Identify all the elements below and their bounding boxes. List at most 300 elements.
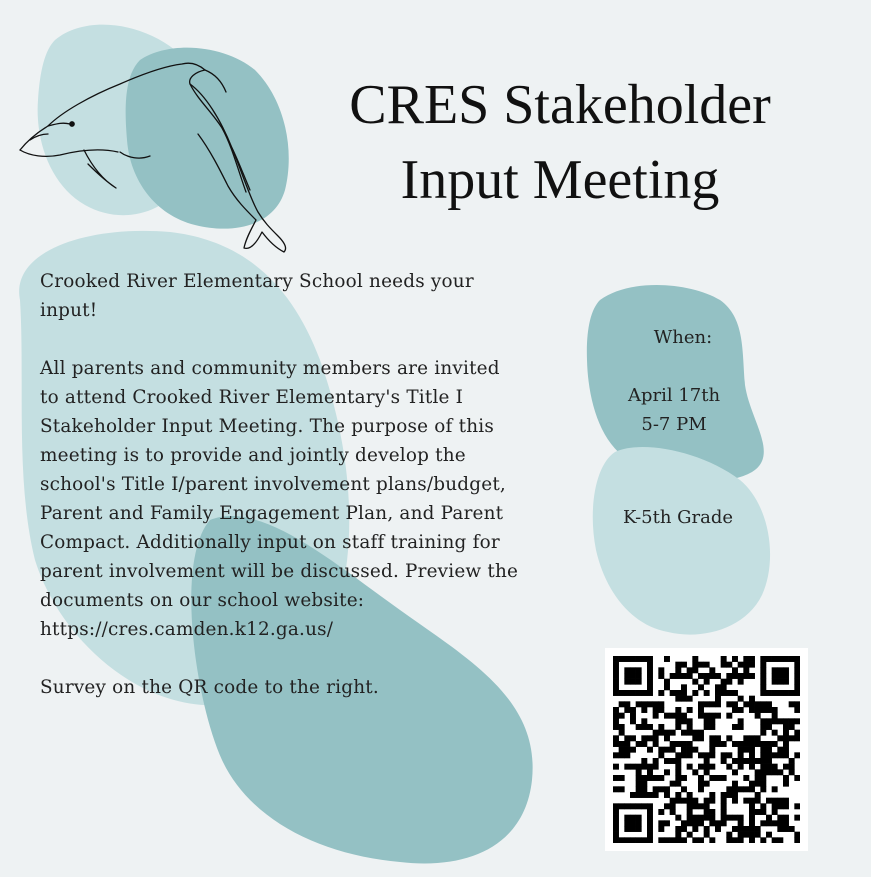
qr-module [760, 775, 766, 781]
qr-module [783, 764, 789, 770]
qr-module [749, 656, 755, 662]
qr-module [681, 730, 687, 736]
qr-module [704, 662, 710, 668]
qr-module [715, 696, 721, 702]
qr-module [766, 724, 772, 730]
qr-module [760, 837, 766, 843]
qr-module [658, 775, 664, 781]
qr-module [743, 662, 749, 668]
qr-module [777, 803, 783, 809]
qr-module [619, 690, 625, 696]
qr-module [630, 679, 636, 685]
qr-module [794, 684, 800, 690]
qr-module [772, 667, 778, 673]
qr-module [715, 826, 721, 832]
qr-module [760, 764, 766, 770]
qr-module [675, 758, 681, 764]
qr-module [698, 752, 704, 758]
qr-module [687, 798, 693, 804]
qr-module [641, 786, 647, 792]
qr-module [783, 752, 789, 758]
qr-module [738, 747, 744, 753]
qr-module [755, 713, 761, 719]
qr-module [619, 730, 625, 736]
qr-module [619, 803, 625, 809]
qr-module [783, 730, 789, 736]
qr-module [738, 752, 744, 758]
qr-module [664, 713, 670, 719]
qr-module [777, 718, 783, 724]
qr-module [675, 826, 681, 832]
qr-module [630, 747, 636, 753]
qr-module [698, 684, 704, 690]
qr-module [704, 764, 710, 770]
qr-module [709, 809, 715, 815]
qr-module [664, 786, 670, 792]
qr-module [755, 781, 761, 787]
qr-module [766, 747, 772, 753]
qr-module [749, 741, 755, 747]
qr-module [692, 662, 698, 668]
qr-module [658, 837, 664, 843]
qr-module [709, 724, 715, 730]
body-text [40, 267, 520, 731]
qr-module [647, 679, 653, 685]
qr-module [630, 718, 636, 724]
qr-module [636, 820, 642, 826]
qr-module [709, 701, 715, 707]
qr-module [675, 724, 681, 730]
qr-module [726, 662, 732, 668]
qr-module [624, 667, 630, 673]
qr-module [783, 718, 789, 724]
qr-module [738, 758, 744, 764]
qr-module [772, 809, 778, 815]
qr-module [766, 741, 772, 747]
qr-module [726, 832, 732, 838]
qr-module [738, 673, 744, 679]
qr-module [732, 758, 738, 764]
qr-module [749, 786, 755, 792]
qr-module [760, 781, 766, 787]
qr-module [647, 775, 653, 781]
qr-module [698, 713, 704, 719]
qr-module [743, 798, 749, 804]
qr-module [738, 724, 744, 730]
qr-module [783, 826, 789, 832]
qr-module [641, 724, 647, 730]
qr-module [630, 673, 636, 679]
qr-module [630, 707, 636, 713]
qr-module [630, 690, 636, 696]
qr-module [721, 775, 727, 781]
qr-module [772, 769, 778, 775]
qr-module [772, 752, 778, 758]
qr-module [653, 730, 659, 736]
qr-module [721, 815, 727, 821]
qr-module [664, 747, 670, 753]
qr-module [766, 701, 772, 707]
qr-module [772, 656, 778, 662]
qr-module [726, 792, 732, 798]
qr-module [653, 764, 659, 770]
qr-module [772, 786, 778, 792]
qr-module [777, 820, 783, 826]
qr-module [777, 747, 783, 753]
qr-module [732, 673, 738, 679]
qr-module [681, 798, 687, 804]
qr-module [783, 781, 789, 787]
qr-module [613, 667, 619, 673]
qr-module [687, 747, 693, 753]
intro-paragraph: Crooked River Elementary School needs your input! [40, 271, 474, 321]
qr-module [641, 781, 647, 787]
qr-module [766, 820, 772, 826]
qr-module [613, 837, 619, 843]
qr-module [760, 724, 766, 730]
qr-module [738, 815, 744, 821]
qr-module [692, 690, 698, 696]
qr-module [641, 741, 647, 747]
qr-module [636, 701, 642, 707]
qr-module [613, 752, 619, 758]
qr-module [647, 803, 653, 809]
qr-module [675, 769, 681, 775]
qr-module [681, 786, 687, 792]
qr-module [738, 832, 744, 838]
when-block [600, 323, 760, 439]
qr-module [664, 735, 670, 741]
qr-module [732, 786, 738, 792]
qr-module [766, 769, 772, 775]
qr-module [760, 786, 766, 792]
qr-module [749, 837, 755, 843]
qr-module [789, 758, 795, 764]
qr-module [709, 713, 715, 719]
qr-code-icon [613, 656, 800, 843]
qr-module [681, 718, 687, 724]
qr-module [698, 701, 704, 707]
qr-module [641, 718, 647, 724]
qr-module [670, 758, 676, 764]
qr-module [687, 815, 693, 821]
qr-module [698, 786, 704, 792]
qr-module [641, 707, 647, 713]
qr-module [624, 735, 630, 741]
qr-module [704, 809, 710, 815]
qr-module [681, 741, 687, 747]
qr-module [749, 701, 755, 707]
qr-module [670, 781, 676, 787]
qr-module [732, 792, 738, 798]
qr-module [664, 803, 670, 809]
qr-module [715, 690, 721, 696]
qr-module [726, 701, 732, 707]
qr-module [675, 764, 681, 770]
qr-module [783, 690, 789, 696]
qr-module [732, 781, 738, 787]
qr-module [687, 752, 693, 758]
qr-module [692, 656, 698, 662]
qr-module [675, 667, 681, 673]
website-link[interactable]: https://cres.camden.k12.ga.us/ [40, 619, 334, 640]
qr-module [641, 803, 647, 809]
qr-module [664, 758, 670, 764]
qr-module [619, 747, 625, 753]
qr-module [647, 656, 653, 662]
qr-module [794, 752, 800, 758]
qr-module [794, 701, 800, 707]
qr-module [760, 673, 766, 679]
qr-module [681, 752, 687, 758]
qr-module [613, 656, 619, 662]
qr-module [630, 735, 636, 741]
qr-module [647, 662, 653, 668]
qr-module [698, 662, 704, 668]
qr-module [687, 832, 693, 838]
qr-module [743, 747, 749, 753]
qr-module [670, 673, 676, 679]
qr-module [636, 724, 642, 730]
qr-module [738, 786, 744, 792]
qr-module [692, 798, 698, 804]
page-title [290, 58, 830, 228]
qr-module [636, 656, 642, 662]
qr-module [613, 764, 619, 770]
qr-module [692, 820, 698, 826]
qr-module [658, 826, 664, 832]
qr-module [789, 735, 795, 741]
qr-module [732, 741, 738, 747]
qr-module [658, 747, 664, 753]
qr-module [641, 690, 647, 696]
qr-module [692, 803, 698, 809]
qr-module [743, 758, 749, 764]
qr-module [794, 735, 800, 741]
qr-module [613, 673, 619, 679]
qr-module [766, 656, 772, 662]
qr-module [738, 696, 744, 702]
qr-module [613, 690, 619, 696]
qr-module [766, 815, 772, 821]
qr-module [687, 792, 693, 798]
qr-module [619, 724, 625, 730]
qr-module [777, 769, 783, 775]
qr-module [715, 775, 721, 781]
qr-module [641, 758, 647, 764]
qr-module [698, 781, 704, 787]
qr-module [794, 656, 800, 662]
qr-module [777, 679, 783, 685]
qr-module [636, 741, 642, 747]
qr-module [794, 662, 800, 668]
qr-module [613, 735, 619, 741]
qr-module [687, 673, 693, 679]
qr-module [789, 724, 795, 730]
qr-module [670, 741, 676, 747]
qr-module [772, 707, 778, 713]
qr-module [624, 764, 630, 770]
qr-module [687, 707, 693, 713]
qr-module [721, 809, 727, 815]
qr-module [613, 713, 619, 719]
qr-module [777, 752, 783, 758]
qr-module [704, 713, 710, 719]
qr-module [743, 656, 749, 662]
qr-module [794, 679, 800, 685]
qr-module [664, 820, 670, 826]
qr-module [794, 775, 800, 781]
qr-module [613, 820, 619, 826]
qr-module [794, 707, 800, 713]
qr-module [636, 679, 642, 685]
qr-module [647, 673, 653, 679]
qr-module [636, 815, 642, 821]
qr-module [630, 820, 636, 826]
qr-module [658, 786, 664, 792]
qr-module [721, 803, 727, 809]
qr-module [687, 696, 693, 702]
qr-module [755, 741, 761, 747]
qr-module [647, 826, 653, 832]
qr-module [613, 803, 619, 809]
qr-module [681, 820, 687, 826]
qr-module [675, 781, 681, 787]
qr-code[interactable] [605, 648, 808, 851]
qr-module [647, 820, 653, 826]
qr-module [670, 747, 676, 753]
qr-module [687, 820, 693, 826]
qr-module [681, 684, 687, 690]
qr-module [760, 747, 766, 753]
qr-module [653, 775, 659, 781]
qr-module [738, 718, 744, 724]
qr-module [732, 798, 738, 804]
qr-module [636, 775, 642, 781]
qr-module [630, 667, 636, 673]
qr-module [766, 764, 772, 770]
qr-module [664, 837, 670, 843]
qr-module [760, 730, 766, 736]
qr-module [732, 707, 738, 713]
qr-module [647, 815, 653, 821]
qr-module [675, 696, 681, 702]
qr-module [681, 662, 687, 668]
qr-module [721, 798, 727, 804]
qr-module [687, 809, 693, 815]
qr-module [692, 769, 698, 775]
survey-note: Survey on the QR code to the right. [40, 677, 379, 698]
qr-module [772, 673, 778, 679]
qr-module [777, 798, 783, 804]
qr-module [641, 701, 647, 707]
qr-module [743, 826, 749, 832]
qr-module [613, 679, 619, 685]
qr-module [670, 690, 676, 696]
qr-module [681, 713, 687, 719]
qr-module [772, 679, 778, 685]
qr-module [709, 735, 715, 741]
qr-module [783, 775, 789, 781]
qr-module [653, 735, 659, 741]
qr-module [772, 803, 778, 809]
qr-module [766, 718, 772, 724]
qr-module [789, 690, 795, 696]
qr-module [613, 662, 619, 668]
qr-module [772, 690, 778, 696]
qr-module [658, 667, 664, 673]
qr-module [675, 792, 681, 798]
qr-module [755, 809, 761, 815]
qr-module [670, 798, 676, 804]
qr-module [624, 747, 630, 753]
qr-module [766, 832, 772, 838]
qr-module [675, 673, 681, 679]
qr-module [647, 690, 653, 696]
qr-module [619, 786, 625, 792]
qr-module [687, 741, 693, 747]
qr-module [692, 735, 698, 741]
qr-module [749, 747, 755, 753]
qr-module [624, 679, 630, 685]
qr-module [687, 724, 693, 730]
qr-module [743, 735, 749, 741]
qr-module [636, 792, 642, 798]
qr-module [709, 752, 715, 758]
qr-module [647, 747, 653, 753]
qr-module [749, 707, 755, 713]
qr-module [715, 735, 721, 741]
grade-label: K-5th Grade [622, 507, 734, 528]
qr-module [641, 656, 647, 662]
qr-module [738, 707, 744, 713]
qr-module [675, 713, 681, 719]
qr-module [704, 690, 710, 696]
qr-module [794, 730, 800, 736]
qr-module [624, 701, 630, 707]
qr-module [624, 803, 630, 809]
qr-module [760, 820, 766, 826]
qr-module [658, 724, 664, 730]
qr-module [777, 735, 783, 741]
qr-module [675, 752, 681, 758]
qr-module [704, 781, 710, 787]
qr-module [760, 718, 766, 724]
qr-module [794, 718, 800, 724]
qr-module [783, 735, 789, 741]
qr-module [777, 656, 783, 662]
qr-module [789, 826, 795, 832]
qr-module [647, 684, 653, 690]
qr-module [749, 764, 755, 770]
qr-module [749, 826, 755, 832]
qr-module [715, 741, 721, 747]
qr-module [755, 792, 761, 798]
qr-module [794, 673, 800, 679]
qr-module [619, 752, 625, 758]
qr-module [783, 820, 789, 826]
qr-module [613, 832, 619, 838]
qr-module [738, 662, 744, 668]
qr-module [704, 701, 710, 707]
qr-module [738, 820, 744, 826]
qr-module [698, 735, 704, 741]
qr-module [647, 667, 653, 673]
qr-module [789, 656, 795, 662]
qr-module [721, 684, 727, 690]
qr-module [789, 769, 795, 775]
qr-module [755, 758, 761, 764]
